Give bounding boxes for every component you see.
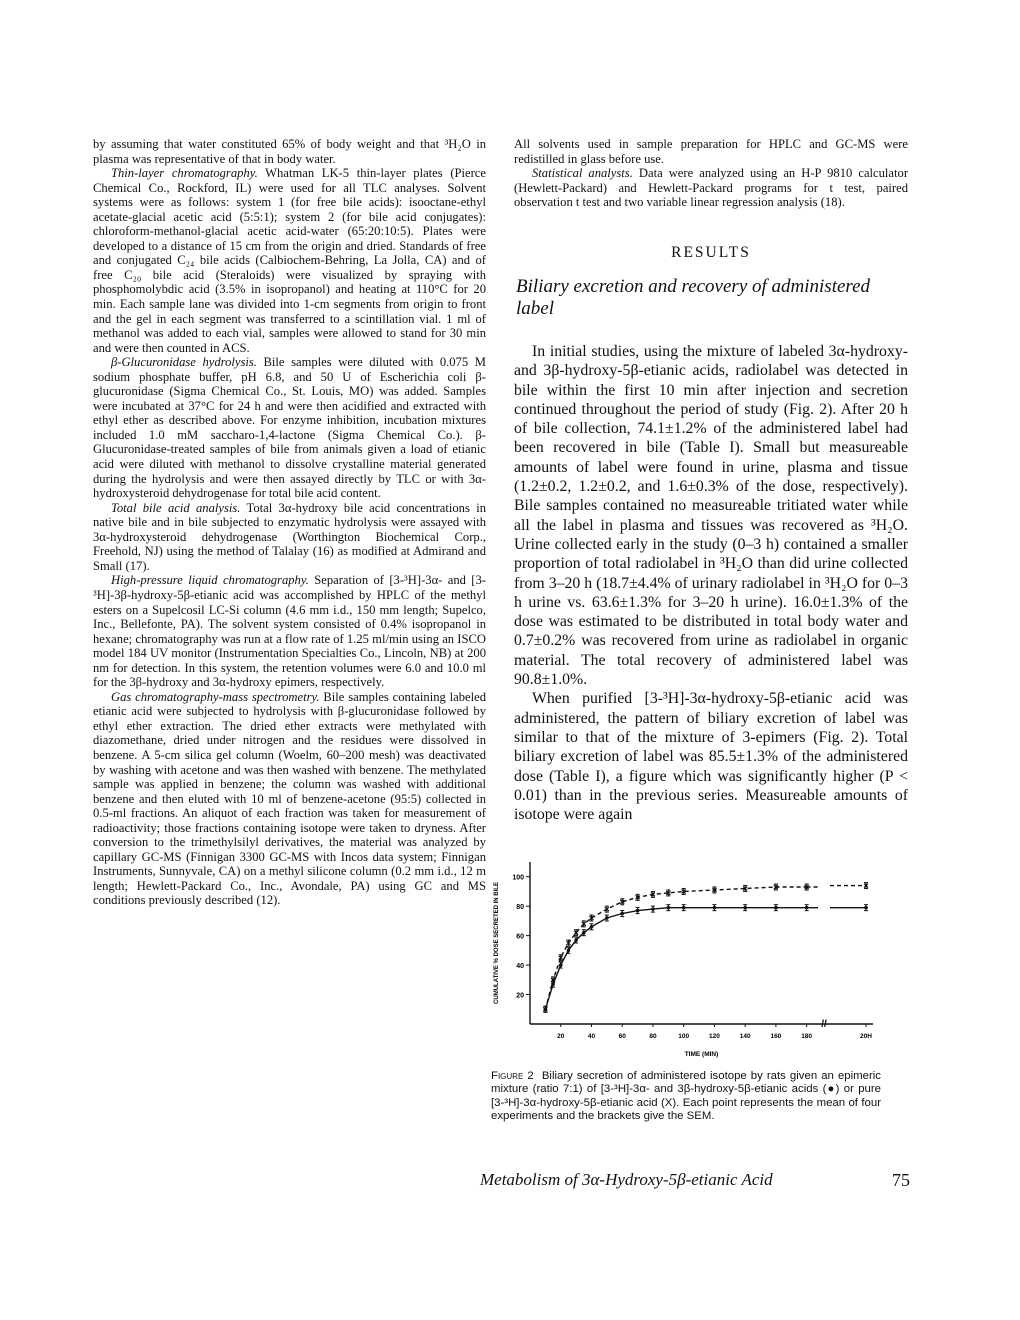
paragraph-title: Total bile acid analysis. [111,500,241,515]
x-tick-label: 140 [739,1033,751,1040]
results-paragraph: In initial studies, using the mixture of labeled 3α-hydroxy- and 3β-hydroxy-5β-etianic acids, radiolabel was detected in bile within the first 10 min after injection and secretion continued throughout the period of study (Fig. 2). After 20 h of bile collection, 74.1±1.2% of the administered label had been recovered in bile (Table I). Small but measureable amounts of label were found in urine, plasma and tissue (1.2±0.2, 1.2±0.2, and 1.6±0.3% of the dose, respectively). Bile samples contained no measureable tritiated water while all the label in plasma and tissues was recovered as ³H₂O. Urine collected early in the study (0–3 h) contained a smaller proportion of total radiolabel in ³H₂O than did urine collected from 3–20 h (18.7±4.4% of urinary radiolabel in ³H₂O for 0–3 h urine vs. 63.6±1.3% for 3–20 h urine). 16.0±1.3% of the dose was estimated to be distributed in total body water and 0.7±0.2% was recovered from urine as radiolabel in organic material. The total recovery of administered label was 90.8±1.0%. [514,342,908,689]
paragraph-statistical-analysis: Statistical analysts. Data were analyzed using an H-P 9810 calculator (Hewlett-Packard) and Hewlett-Packard programs for t test, paired observation t test and two variable linear regression analysis (18). [514,166,909,210]
subsection-heading: Biliary excretion and recovery of administered label [516,275,871,319]
x-tick-label: 120 [708,1033,720,1040]
x-tick-label: 80 [649,1033,657,1040]
x-tick-label: 180 [801,1033,813,1040]
x-tick-label: 60 [618,1033,626,1040]
data-point-dot [651,907,655,911]
paragraph-title: High-pressure liquid chromatography. [111,573,309,588]
series-line-after-break [807,886,866,887]
data-point-dot [743,906,747,910]
results-body [514,342,908,824]
right-column [514,137,908,824]
figure-2-chart [488,848,888,1063]
data-point-dot [544,1007,548,1011]
figure-caption [491,1070,881,1124]
paragraph-title: β-Glucuronidase hydrolysis. [111,355,257,370]
paragraph-thin-layer-chromatography: Thin-layer chromatography. Whatman LK-5 thin-layer plates (Pierce Chemical Co., Rockford, IL) were used for all TLC analyses. Solvent systems were as follows: system 1 (for free bile acids): isooctane-ethyl acetate-glacial acetic acid (5:5:1); system 2 (for bile acid conjugates): chloroform-methanol-glacial acetic acid-water (65:20:10:5). Plates were developed to a distance of 15 cm from the origin and dried. Standards of free and conjugated C₂₄ bile acids (Calbiochem-Behring, La Jolla, CA) and of free C₂₀ bile acid (Steraloids) were visualized by spraying with phosphomolybdic acid (3.5% in isopropanol) and heating at 110°C for 20 min. Each sample lane was divided into 1-cm segments from origin to front and the gel in each segment was transferred to a scintillation vial. 1 ml of methanol was added to each vial, samples were allowed to stand for 30 min and were then counted in ACS. [93,166,486,355]
data-point-dot [551,982,555,986]
x-axis-break: // [821,1019,827,1030]
paragraph-title: Thin-layer chromatography. [111,166,258,181]
section-heading-results: RESULTS [671,243,751,261]
data-point-dot [667,906,671,910]
paragraph-gc-ms: Gas chromatography-mass spectrometry. Bile samples containing labeled etianic acid were subjected to hydrolysis with β-glucuronidase followed by ethyl ether extraction. The dried ether extracts were methylated with diazomethane, dried under nitrogen and the residues were dissolved in benzene. A 5-cm silica gel column (Woelm, 60–200 mesh) was deactivated by washing with acetone and was then washed with benzene. The methylated sample was applied in benzene; the column was washed with additional benzene and then eluted with 10 ml of benzene-acetone (95:5) collected in 0.5-ml fractions. An aliquot of each fraction was taken for measurement of radioactivity; those fractions containing isotope were taken to dryness. After conversion to the trimethylsilyl derivatives, the material was analyzed by capillary GC-MS (Finnigan 3300 GC-MS with Incos data system; Finnigan Instruments, Sunnyvale, CA) on a methyl silicone column (0.2 mm i.d., 12 m length; Hewlett-Packard Co., Inc., Avondale, PA) using GC and MS conditions previously described (12). [93,689,486,908]
paragraph-title: Statistical analysts. [532,166,633,181]
paragraph-glucuronidase-hydrolysis: β-Glucuronidase hydrolysis. Bile samples were diluted with 0.075 M sodium phosphate buffer, pH 6.8, and 50 U of Escherichia coli β-glucuronidase (Sigma Chemical Co., St. Louis, MO) was added. Samples were incubated at 37°C for 24 h and were then acidified and extracted with ethyl ether as described above. For enzyme inhibition, incubation mixtures included 1.0 mM saccharo-1,4-lactone (Sigma Chemical Co.). β-Glucuronidase-treated samples of bile from animals given a load of etianic acid were diluted with methanol to dissolve crystalline material generated during the hydrolysis and were then assayed directly by TLC or with 3α-hydroxysteroid dehydrogenase for total bile acid content. [93,355,486,501]
data-point-dot [582,931,586,935]
x-tick-label: 160 [770,1033,782,1040]
left-column [93,137,486,908]
paragraph: by assuming that water constituted 65% of body weight and that ³H₂O in plasma was representative of that in body water. [93,137,486,166]
y-tick-label: 60 [516,933,524,941]
results-paragraph: When purified [3-³H]-3α-hydroxy-5β-etianic acid was administered, the pattern of biliary excretion of label was similar to that of the mixture of 3-epimers (Fig. 2). Total biliary excretion of label was 85.5±1.3% of the administered dose (Table I), a figure which was significantly higher (P < 0.01) than in the previous series. Measureable amounts of isotope were again [514,690,908,824]
data-point-dot [574,938,578,942]
paragraph-title: Gas chromatography-mass spectrometry. [111,689,320,704]
paragraph-total-bile-acid-analysis: Total bile acid analysis. Total 3α-hydroxy bile acid concentrations in native bile and in bile subjected to enzymatic hydrolysis were assayed with 3α-hydroxysteroid dehydrogenase (Worthington Biochemical Corp., Freehold, NJ) using the method of Talalay (16) as modified at Admirand and Small (17). [93,500,486,573]
running-title: Metabolism of 3α-Hydroxy-5β-etianic Acid [480,1170,773,1189]
data-point-dot [567,949,571,953]
chart-svg [488,848,888,1063]
x-tick-label: 20 [557,1033,565,1040]
data-point-dot [620,912,624,916]
paragraph-solvents: All solvents used in sample preparation for HPLC and GC-MS were redistilled in glass before use. [514,137,908,166]
x-tick-label: 20H [860,1033,872,1040]
data-point-dot [774,906,778,910]
figure-label: Figure 2 [491,1070,534,1082]
methods-continuation [514,137,908,210]
y-axis-label: CUMULATIVE % DOSE SECRETED IN BILE [494,882,500,1004]
x-tick-label: 40 [587,1033,596,1040]
data-point-dot [864,906,868,910]
y-tick-label: 20 [516,992,524,1000]
data-point-dot [636,909,640,913]
data-point-dot [590,925,594,929]
paragraph-hplc: High-pressure liquid chromatography. Separation of [3-³H]-3α- and [3-³H]-3β-hydroxy-5β-etianic acid was accomplished by HPLC of the methyl esters on a Supelcosil LC-Si column (4.6 mm i.d., 150 mm length; Supelco, Inc., Bellefonte, PA). The solvent system consisted of 0.4% isopropanol in hexane; chromatography was run at a flow rate of 1.25 ml/min using an ISCO model 184 UV monitor (Instrumentation Specialties Co., Lincoln, NB) at 200 nm for detection. In this system, the retention volumes were 6.0 and 10.0 ml for the 3β-hydroxy and 3α-hydroxy epimers, respectively. [93,573,486,690]
data-point-dot [682,906,686,910]
y-tick-label: 80 [516,904,524,912]
data-point-dot [559,963,563,967]
y-tick-label: 40 [516,963,524,971]
series-line [545,887,806,1009]
data-point-dot [605,916,609,920]
page-number: 75 [892,1170,910,1190]
page-footer [480,1170,910,1190]
y-tick-label: 100 [512,874,524,882]
x-axis-label: TIME (MIN) [684,1051,719,1058]
caption-text: Biliary secretion of administered isotope by rats given an epimeric mixture (ratio 7:1) of [3-³H]-3α- and 3β-hydroxy-5β-etianic acids (●) or pure [3-³H]-3α-hydroxy-5β-etianic acid (X). Each point represents the mean of four experiments and the brackets give the SEM. [491,1070,881,1123]
data-point-dot [805,906,809,910]
data-point-dot [713,906,717,910]
x-tick-label: 100 [678,1033,690,1040]
